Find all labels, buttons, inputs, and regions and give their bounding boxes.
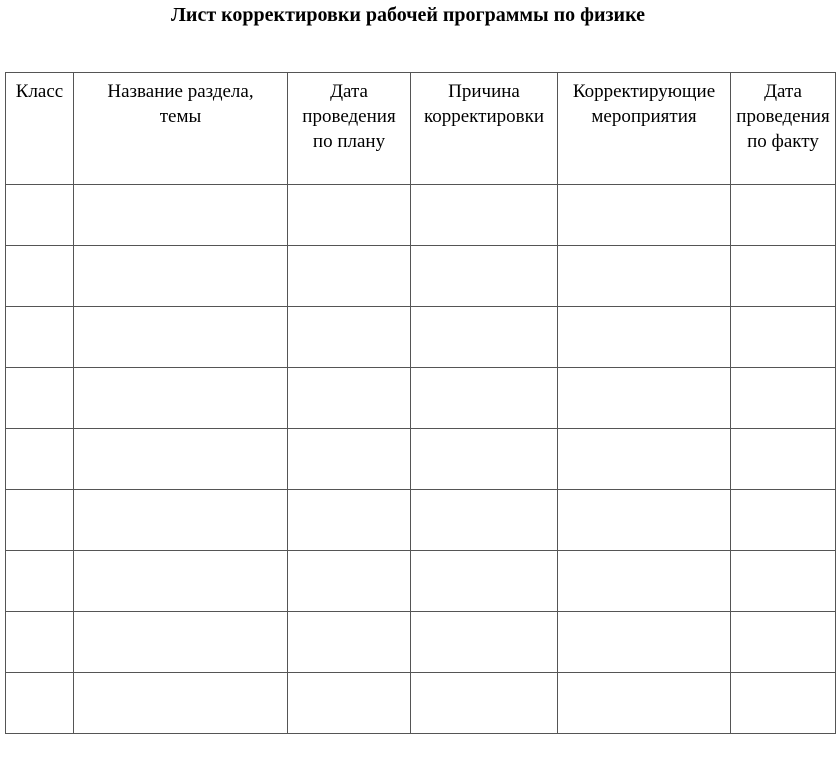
table-cell[interactable] [411,429,558,490]
table-row [6,307,836,368]
table-cell[interactable] [6,673,74,734]
correction-table [5,72,836,734]
table-cell[interactable] [6,368,74,429]
table-cell[interactable] [74,246,288,307]
table-cell[interactable] [74,368,288,429]
table-cell[interactable] [558,307,731,368]
table-cell[interactable] [731,429,836,490]
table-row [6,551,836,612]
table-cell[interactable] [411,612,558,673]
table-cell[interactable] [6,185,74,246]
table-cell[interactable] [288,612,411,673]
table-cell[interactable] [6,551,74,612]
table-cell[interactable] [288,551,411,612]
table-cell[interactable] [74,185,288,246]
table-cell[interactable] [558,185,731,246]
table-cell[interactable] [731,673,836,734]
table-cell[interactable] [558,612,731,673]
table-cell[interactable] [411,551,558,612]
table-row [6,490,836,551]
table-row [6,368,836,429]
table-cell[interactable] [558,246,731,307]
table-cell[interactable] [411,307,558,368]
table-row [6,612,836,673]
correction-table-container [5,72,830,729]
table-cell[interactable] [558,551,731,612]
table-cell[interactable] [731,490,836,551]
table-row [6,673,836,734]
table-cell[interactable] [731,551,836,612]
table-cell[interactable] [6,612,74,673]
table-cell[interactable] [411,673,558,734]
table-cell[interactable] [74,490,288,551]
table-cell[interactable] [731,368,836,429]
table-cell[interactable] [558,429,731,490]
table-cell[interactable] [558,490,731,551]
table-cell[interactable] [74,307,288,368]
table-cell[interactable] [288,368,411,429]
header-correction-reason: Причина корректировки [411,73,558,185]
table-cell[interactable] [411,246,558,307]
table-cell[interactable] [74,673,288,734]
table-row [6,246,836,307]
table-cell[interactable] [6,246,74,307]
table-cell[interactable] [6,490,74,551]
header-actual-date: Дата проведения по факту [731,73,836,185]
table-cell[interactable] [74,612,288,673]
table-cell[interactable] [288,307,411,368]
header-corrective-measures: Корректирующие мероприятия [558,73,731,185]
table-cell[interactable] [411,490,558,551]
table-row [6,185,836,246]
table-cell[interactable] [411,368,558,429]
table-cell[interactable] [731,307,836,368]
table-cell[interactable] [731,246,836,307]
table-cell[interactable] [731,185,836,246]
table-cell[interactable] [288,429,411,490]
header-row [6,73,836,185]
table-cell[interactable] [558,673,731,734]
table-cell[interactable] [6,307,74,368]
table-cell[interactable] [288,246,411,307]
table-cell[interactable] [288,490,411,551]
table-cell[interactable] [288,673,411,734]
header-class: Класс [6,73,74,185]
document-title: Лист корректировки рабочей программы по физике [171,4,645,26]
table-cell[interactable] [288,185,411,246]
table-row [6,429,836,490]
header-planned-date: Дата проведения по плану [288,73,411,185]
table-cell[interactable] [411,185,558,246]
header-section-name: Название раздела, темы [74,73,288,185]
table-cell[interactable] [74,429,288,490]
table-cell[interactable] [6,429,74,490]
table-cell[interactable] [731,612,836,673]
table-cell[interactable] [558,368,731,429]
table-cell[interactable] [74,551,288,612]
